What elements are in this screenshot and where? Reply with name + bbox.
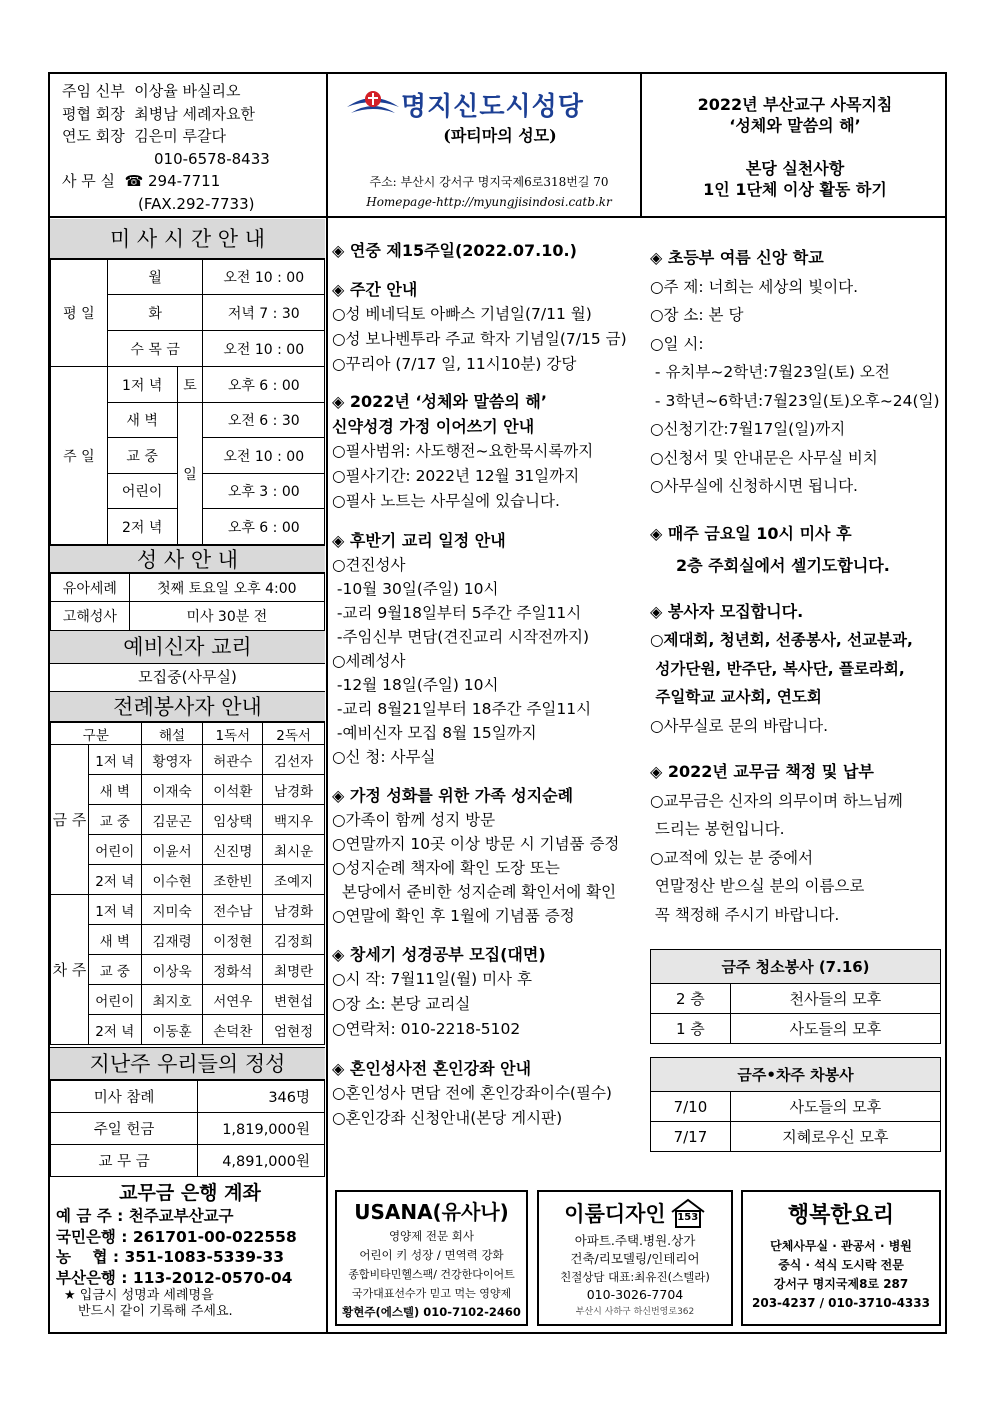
ad-line: 영양제 전문 회사 — [388, 1229, 475, 1243]
mass-day: 화 — [107, 295, 203, 331]
mobile-phone: 010-6578-8433 — [154, 149, 270, 168]
notice-item: ○성 베네딕토 아빠스 기념일(7/11 월) — [332, 305, 592, 323]
tea-group: 사도들의 모후 — [730, 1092, 940, 1122]
notice-item: -10월 30일(주일) 10시 — [332, 580, 499, 598]
volunteer-item: 주일학교 교사회, 연도회 — [650, 688, 822, 706]
liturgy-header: 2독서 — [263, 723, 325, 745]
address-block — [344, 172, 634, 212]
volunteer-item: 성가단원, 반주단, 복사단, 플로라회, — [650, 659, 905, 678]
liturgy-cell: 조예지 — [263, 865, 325, 895]
liturgy-header: 1독서 — [203, 723, 263, 745]
notice-item: ○혼인강좌 신청안내(본당 게시판) — [332, 1109, 563, 1127]
ad-happy-cooking — [741, 1190, 941, 1326]
liturgy-cell: 서연우 — [203, 985, 263, 1015]
notice-item: ○시 작: 7월11일(월) 미사 후 — [332, 970, 532, 988]
liturgy-header: 해설 — [141, 723, 203, 745]
right-column — [650, 244, 940, 929]
offering-table — [50, 1080, 325, 1177]
bank-line: 국민은행 : 261701-00-022558 — [56, 1227, 297, 1246]
liturgy-cell: 김재령 — [141, 925, 203, 955]
sunday-day-label: 일 — [177, 403, 203, 545]
liturgy-header: 구분 — [51, 723, 142, 745]
staff-info — [62, 80, 322, 215]
cell-prayer-line: ◈ 매주 금요일 10시 미사 후 — [650, 523, 852, 543]
notice-item: ○연말에 확인 후 1월에 기념품 증정 — [332, 907, 575, 925]
dues-item: 연말정산 받으실 분의 이름으로 — [650, 877, 865, 895]
parish-patron: (파티마의 성모) — [443, 126, 557, 145]
liturgy-cell: 백지우 — [263, 805, 325, 835]
dues-item: 꼭 책정해 주시기 바랍니다. — [650, 905, 840, 924]
school-heading: ◈ 초등부 여름 신앙 학교 — [650, 248, 824, 267]
liturgy-cell: 손덕찬 — [203, 1015, 263, 1045]
liturgy-cell: 2저 녁 — [88, 1015, 141, 1045]
mass-time: 저녁 7 : 30 — [203, 295, 325, 331]
liturgy-cell: 1저 녁 — [88, 895, 141, 925]
school-item: - 유치부~2학년:7월23일(토) 오전 — [650, 363, 890, 381]
mass-title: 미 사 시 간 안 내 — [50, 219, 325, 259]
school-item: ○신청서 및 안내문은 사무실 비치 — [650, 448, 878, 467]
ad-line: 황현주(에스텔) 010-7102-2460 — [342, 1305, 521, 1319]
notice-item: ○필사범위: 사도행전~요한묵시록까지 — [332, 442, 594, 460]
fax-number: (FAX.292-7733) — [138, 194, 255, 213]
notice-item: 본당에서 준비한 성지순례 확인서에 확인 — [332, 883, 617, 901]
liturgy-cell: 황영자 — [141, 745, 203, 775]
office-phone: 사 무 실 ☎ 294-7711 — [62, 172, 221, 190]
bank-line: 부산은행 : 113-2012-0570-04 — [56, 1268, 293, 1287]
sacrament-title: 성 사 안 내 — [50, 545, 325, 573]
sacrament-name: 고해성사 — [51, 602, 130, 631]
parish-logo — [345, 86, 635, 146]
notice-item: ○세례성사 — [332, 652, 406, 670]
notice-item: ○필사기간: 2022년 12월 31일까지 — [332, 467, 580, 485]
notice-heading: ◈ 창세기 성경공부 모집(대면) — [332, 945, 546, 964]
bank-line: 예 금 주 : 천주교부산교구 — [56, 1207, 234, 1225]
liturgy-cell: 이재숙 — [141, 775, 203, 805]
ad-title: USANA(유사나) — [354, 1200, 509, 1224]
mass-time: 오후 6 : 00 — [203, 509, 325, 545]
notice-item: -12월 18일(주일) 10시 — [332, 676, 499, 694]
ad-usana — [335, 1190, 528, 1326]
liturgy-cell: 정화석 — [203, 955, 263, 985]
header-divider — [48, 216, 947, 218]
notice-item: -교리 8월21일부터 18주간 주일11시 — [332, 700, 592, 718]
offering-value: 346명 — [198, 1081, 325, 1113]
school-item: ○주 제: 너희는 세상의 빛이다. — [650, 277, 859, 296]
homepage-link[interactable]: Homepage-http://myungjisindosi.catb.kr — [366, 195, 612, 209]
liturgy-cell: 이정현 — [203, 925, 263, 955]
liturgy-title: 전례봉사자 안내 — [50, 692, 325, 722]
mass-name: 2저 녁 — [107, 509, 177, 545]
cell-prayer-line: 2층 주회실에서 셀기도합니다. — [676, 555, 890, 575]
liturgy-cell: 최명란 — [263, 955, 325, 985]
notice-item: ○장 소: 본당 교리실 — [332, 995, 471, 1013]
catechumen-status: 모집중(사무실) — [50, 664, 325, 692]
ad-line: 부산시 사하구 하신번영로362 — [575, 1307, 695, 1317]
parish-emblem-icon — [345, 87, 401, 123]
ad-line: 아파트.주택.병원.상가 — [574, 1233, 696, 1248]
liturgy-cell: 전수남 — [203, 895, 263, 925]
address: 주소: 부산시 강서구 명지국제6로318번길 70 — [369, 175, 609, 189]
sunday-label: 주 일 — [51, 367, 108, 545]
dues-heading: ◈ 2022년 교무금 책정 및 납부 — [650, 762, 874, 781]
liturgy-cell: 임상택 — [203, 805, 263, 835]
ad-line: 강서구 명지국제8로 287 — [773, 1277, 909, 1291]
liturgy-cell: 남경화 — [263, 895, 325, 925]
notice-heading: ◈ 연중 제15주일(2022.07.10.) — [332, 241, 577, 260]
notice-item: ○필사 노트는 사무실에 있습니다. — [332, 492, 560, 510]
tea-group: 지혜로우신 모후 — [730, 1122, 940, 1152]
liturgy-cell: 새 벽 — [88, 775, 141, 805]
liturgy-cell: 김선자 — [263, 745, 325, 775]
mass-time: 오전 10 : 00 — [203, 331, 325, 367]
school-item: - 3학년~6학년:7월23일(토)오후~24(일) — [650, 391, 940, 410]
liturgy-cell: 새 벽 — [88, 925, 141, 955]
ad-line: 010-3026-7704 — [586, 1287, 684, 1302]
bank-note: 반드시 같이 기록해 주세요. — [78, 1304, 233, 1319]
liturgy-cell: 변현섭 — [263, 985, 325, 1015]
ad-line: 건축/리모델링/인테리어 — [570, 1251, 700, 1266]
notice-heading: ◈ 혼인성사전 혼인강좌 안내 — [332, 1059, 532, 1078]
liturgy-cell: 이윤서 — [141, 835, 203, 865]
tea-title: 금주•차주 차봉사 — [651, 1058, 941, 1092]
liturgy-cell: 허관수 — [203, 745, 263, 775]
staff-council: 평협 회장 최병남 세례자요한 — [62, 104, 255, 123]
mass-name: 1저 녁 — [107, 367, 177, 403]
tea-table — [650, 1057, 941, 1152]
mass-day: 월 — [107, 260, 203, 295]
sacrament-value: 미사 30분 전 — [129, 602, 324, 631]
school-item: ○장 소: 본 당 — [650, 306, 744, 324]
liturgy-cell: 이상욱 — [141, 955, 203, 985]
sacrament-table — [50, 573, 325, 631]
volunteer-contact: ○사무실로 문의 바랍니다. — [650, 716, 829, 735]
ad-line: 친절상담 대표:최유진(스텔라) — [560, 1270, 710, 1284]
mass-name: 어린이 — [107, 474, 177, 509]
offering-name: 교 무 금 — [51, 1145, 198, 1177]
offering-value: 1,819,000원 — [198, 1113, 325, 1145]
liturgy-cell: 이석환 — [203, 775, 263, 805]
offering-value: 4,891,000원 — [198, 1145, 325, 1177]
house-icon — [670, 1198, 706, 1228]
liturgy-cell: 2저 녁 — [88, 865, 141, 895]
header-right-divider — [640, 72, 642, 218]
mass-time: 오전 6 : 30 — [203, 403, 325, 438]
ad-line: 중식 · 석식 도시락 전문 — [778, 1258, 904, 1272]
mass-name: 교 중 — [107, 438, 177, 474]
notice-item: ○성지순례 책자에 확인 도장 또는 — [332, 859, 560, 877]
staff-priest: 주임 신부 이상율 바실리오 — [62, 82, 241, 100]
school-item: ○사무실에 신청하시면 됩니다. — [650, 477, 858, 495]
pastoral-guideline — [660, 94, 930, 200]
notice-item: -예비신자 모집 8월 15일까지 — [332, 724, 537, 742]
bank-line: 농 협 : 351-1083-5339-33 — [56, 1248, 285, 1266]
dues-item: ○교무금은 신자의 의무이며 하느님께 — [650, 791, 903, 810]
volunteer-item: ○제대회, 청년회, 선종봉사, 선교분과, — [650, 631, 913, 649]
notice-item: ○가족이 함께 성지 방문 — [332, 811, 496, 829]
liturgy-cell: 엄현정 — [263, 1015, 325, 1045]
liturgy-cell: 지미숙 — [141, 895, 203, 925]
notice-heading: ◈ 주간 안내 — [332, 280, 418, 299]
liturgy-cell: 어린이 — [88, 835, 141, 865]
notice-item: ○신 청: 사무실 — [332, 748, 436, 766]
notice-heading: ◈ 2022년 ‘성체와 말씀의 해’ — [332, 392, 547, 411]
liturgy-cell: 교 중 — [88, 955, 141, 985]
mass-day: 수 목 금 — [107, 331, 203, 367]
notice-item: ○성 보나벤투라 주교 학자 기념일(7/15 금) — [332, 330, 627, 348]
liturgy-cell: 최시운 — [263, 835, 325, 865]
ad-line: 어린이 키 성장 / 면역력 강화 — [359, 1248, 504, 1262]
notice-item: ○연말까지 10곳 이상 방문 시 기념품 증정 — [332, 835, 620, 853]
guideline-line: 1인 1단체 이상 활동 하기 — [703, 180, 887, 199]
notice-item: ○연락처: 010-2218-5102 — [332, 1020, 521, 1038]
left-column-divider — [326, 72, 328, 1334]
liturgy-cell: 남경화 — [263, 775, 325, 805]
offering-name: 주일 헌금 — [51, 1113, 198, 1145]
dues-item: 드리는 봉헌입니다. — [650, 820, 785, 838]
catechumen-title: 예비신자 교리 — [50, 631, 325, 664]
school-item: ○일 시: — [650, 334, 704, 353]
mass-time: 오전 10 : 00 — [203, 260, 325, 295]
mass-table — [50, 259, 325, 545]
mass-time: 오후 6 : 00 — [203, 367, 325, 403]
guideline-line: 본당 실천사항 — [745, 159, 845, 178]
cleaning-table — [650, 949, 941, 1044]
ad-title: 이룸디자인 — [564, 1202, 666, 1226]
liturgy-cell: 어린이 — [88, 985, 141, 1015]
liturgy-cell: 김정희 — [263, 925, 325, 955]
ad-line: 단체사무실 · 관공서 · 병원 — [770, 1239, 912, 1253]
sacrament-name: 유아세례 — [51, 574, 130, 602]
notice-heading: ◈ 가정 성화를 위한 가족 성지순례 — [332, 786, 574, 805]
liturgy-cell: 조한빈 — [203, 865, 263, 895]
volunteer-heading: ◈ 봉사자 모집합니다. — [650, 601, 804, 621]
bank-note: ★ 입금시 성명과 세례명을 — [64, 1288, 214, 1303]
notice-item: ○견진성사 — [332, 556, 406, 574]
notice-heading: 신약성경 가정 이어쓰기 안내 — [332, 417, 535, 436]
liturgy-cell: 최지호 — [141, 985, 203, 1015]
notice-item: -주임신부 면담(견진교리 시작전까지) — [332, 628, 590, 646]
sacrament-value: 첫째 토요일 오후 4:00 — [129, 574, 324, 602]
parish-name: 명지신도시성당 — [401, 92, 584, 122]
mass-time: 오후 3 : 00 — [203, 474, 325, 509]
ad-title: 행복한요리 — [787, 1203, 895, 1228]
mass-name: 새 벽 — [107, 403, 177, 438]
ad-line: 종합비타민헬스팩/ 건강한다이어트 — [348, 1268, 515, 1281]
offering-title: 지난주 우리들의 정성 — [50, 1047, 325, 1080]
ad-line: 국가대표선수가 믿고 먹는 영양제 — [351, 1287, 512, 1300]
dues-item: ○교적에 있는 분 중에서 — [650, 848, 814, 867]
this-week-label: 금 주 — [51, 745, 89, 895]
weekday-label: 평 일 — [51, 260, 108, 367]
notice-heading: ◈ 후반기 교리 일정 안내 — [332, 531, 506, 550]
next-week-label: 차 주 — [51, 895, 89, 1045]
ad-ireum — [537, 1190, 733, 1326]
liturgy-cell: 김문곤 — [141, 805, 203, 835]
cleaning-title: 금주 청소봉사 (7.16) — [651, 950, 941, 984]
notice-item: ○꾸리아 (7/17 일, 11시10분) 강당 — [332, 355, 577, 373]
middle-column — [332, 238, 642, 1131]
school-item: ○신청기간:7월17일(일)까지 — [650, 420, 846, 438]
liturgy-cell: 이동훈 — [141, 1015, 203, 1045]
cleaning-group: 사도들의 모후 — [730, 1014, 940, 1044]
liturgy-cell: 신진명 — [203, 835, 263, 865]
notice-item: -교리 9월18일부터 5주간 주일11시 — [332, 604, 582, 622]
bank-title: 교무금 은행 계좌 — [119, 1182, 261, 1204]
mass-time: 오전 10 : 00 — [203, 438, 325, 474]
saturday-label: 토 — [177, 367, 203, 403]
house-badge: 153 — [677, 1212, 699, 1223]
ad-line: 203-4237 / 010-3710-4333 — [752, 1296, 930, 1310]
tea-date: 7/17 — [651, 1122, 731, 1152]
staff-yeondo: 연도 회장 김은미 루갈다 — [62, 127, 226, 145]
cleaning-floor: 1 층 — [651, 1014, 731, 1044]
tea-date: 7/10 — [651, 1092, 731, 1122]
cleaning-group: 천사들의 모후 — [730, 984, 940, 1014]
bank-accounts — [56, 1180, 324, 1320]
liturgy-cell: 이수현 — [141, 865, 203, 895]
notice-item: ○혼인성사 면담 전에 혼인강좌이수(필수) — [332, 1084, 612, 1102]
guideline-line: 2022년 부산교구 사목지침 — [697, 95, 893, 114]
guideline-line: ‘성체와 말씀의 해’ — [729, 116, 861, 135]
cleaning-floor: 2 층 — [651, 984, 731, 1014]
liturgy-table — [50, 722, 325, 1045]
offering-name: 미사 참례 — [51, 1081, 198, 1113]
liturgy-cell: 1저 녁 — [88, 745, 141, 775]
liturgy-cell: 교 중 — [88, 805, 141, 835]
